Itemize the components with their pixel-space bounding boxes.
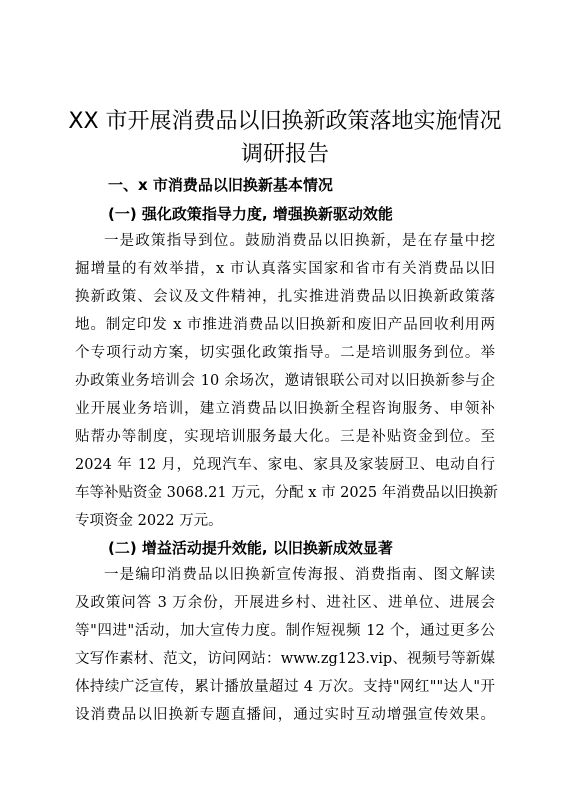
paragraph-1-line: 业开展业务培训，建立消费品以旧换新全程咨询服务、申领补	[75, 401, 495, 417]
paragraph-1-line: 换新政策、会议及文件精神，扎实推进消费品以旧换新政策落	[75, 289, 495, 305]
subsection-heading-1: (一) 强化政策指导力度, 增强换新驱动效能	[108, 205, 393, 223]
paragraph-2-line: 一是编印消费品以旧换新宣传海报、消费指南、图文解读	[104, 567, 495, 583]
paragraph-2-line: 及政策问答 3 万余份，开展进乡村、进社区、进单位、进展会	[75, 595, 495, 611]
report-title-line-2: 调研报告	[240, 142, 329, 167]
section-heading-1: 一、x 市消费品以旧换新基本情况	[108, 176, 333, 194]
paragraph-1-line: 专项资金 2022 万元。	[75, 513, 223, 529]
paragraph-1-line: 掘增量的有效举措，x 市认真落实国家和省市有关消费品以旧	[75, 261, 495, 277]
paragraph-1-line: 一是政策指导到位。鼓励消费品以旧换新，是在存量中挖	[104, 233, 495, 249]
report-title-line-1: XX 市开展消费品以旧换新政策落地实施情况	[68, 109, 502, 134]
paragraph-1-line: 办政策业务培训会 10 余场次，邀请银联公司对以旧换新参与企	[75, 373, 495, 389]
subsection-heading-2: (二) 增益活动提升效能, 以旧换新成效显著	[108, 539, 393, 557]
paragraph-2-line: 体持续广泛宣传，累计播放量超过 4 万次。支持"网红""达人"开	[75, 679, 495, 695]
paragraph-2-line: 设消费品以旧换新专题直播间，通过实时互动增强宣传效果。	[75, 707, 495, 723]
paragraph-2-line: 等"四进"活动，加大宣传力度。制作短视频 12 个，通过更多公	[75, 623, 495, 639]
paragraph-1-line: 贴帮办等制度，实现培训服务最大化。三是补贴资金到位。至	[75, 429, 495, 445]
paragraph-1-line: 车等补贴资金 3068.21 万元，分配 x 市 2025 年消费品以旧换新	[75, 485, 498, 501]
paragraph-2-line: 文写作素材、范文，访问网站：www.zg123.vip、视频号等新媒	[75, 651, 495, 667]
paragraph-1-line: 2024 年 12 月，兑现汽车、家电、家具及家装厨卫、电动自行	[75, 457, 495, 473]
paragraph-1-line: 个专项行动方案，切实强化政策指导。二是培训服务到位。举	[75, 345, 495, 361]
paragraph-1-line: 地。制定印发 x 市推进消费品以旧换新和废旧产品回收利用两	[75, 317, 495, 333]
